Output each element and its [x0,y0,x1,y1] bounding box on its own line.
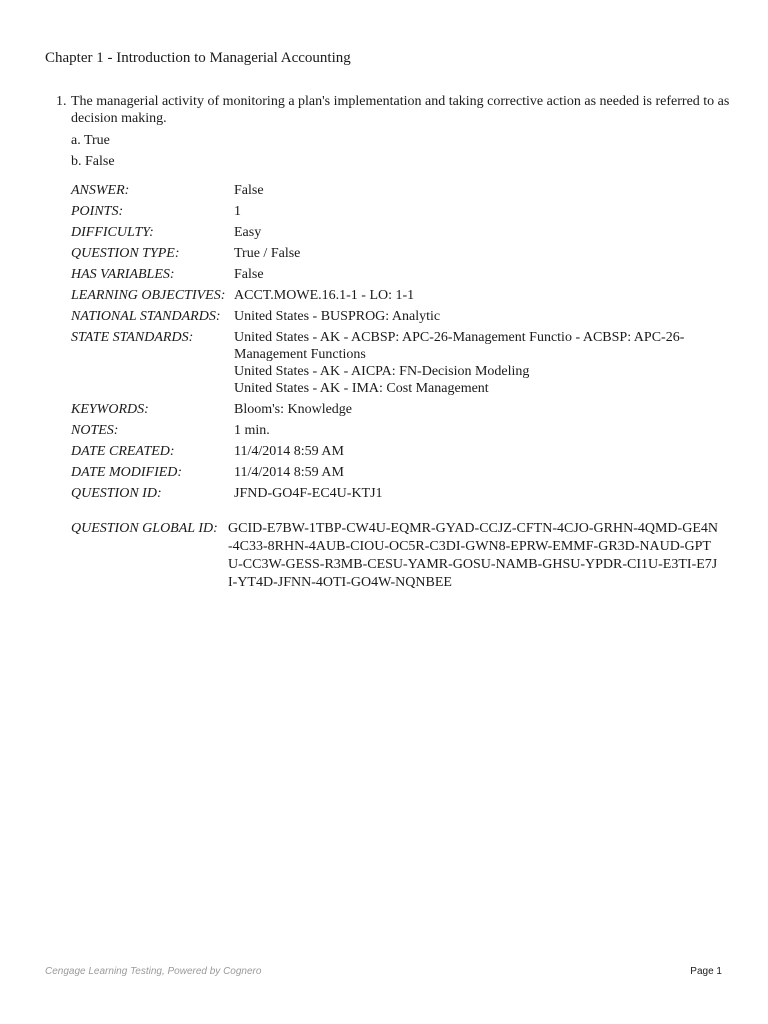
notes-label: NOTES: [71,423,119,438]
meta-row-difficulty [71,222,721,243]
meta-row-state-standards [71,327,721,399]
meta-row-question-id [71,483,721,504]
question-global-id-label: QUESTION GLOBAL ID: [71,521,218,536]
meta-row-answer [71,180,721,201]
date-modified-label: DATE MODIFIED: [71,465,183,480]
date-modified-value: 11/4/2014 8:59 AM [234,465,344,480]
national-standards-value: United States - BUSPROG: Analytic [234,309,441,324]
meta-row-date-modified [71,462,721,483]
points-label: POINTS: [71,204,124,219]
question-id-label: QUESTION ID: [71,486,162,501]
national-standards-label: NATIONAL STANDARDS: [71,309,221,324]
learning-objectives-label: LEARNING OBJECTIVES: [71,288,226,303]
question-number: 1. [56,94,67,109]
question-global-id-block [71,520,721,592]
keywords-label: KEYWORDS: [71,402,149,417]
difficulty-label: DIFFICULTY: [71,225,154,240]
difficulty-value: Easy [234,225,262,240]
question-global-id-value: GCID-E7BW-1TBP-CW4U-EQMR-GYAD-CCJZ-CFTN-4CJO-GRHN-4QMD-GE4N-4C33-8RHN-4AUB-CIOU-OC5R-C3DI-GWN8-EPRW-EMMF-GR3D-NAUD-GPTU-CC3W-GESS-R3MB-CESU-YAMR-GOSU-NAMB-GHSU-YPDR-CI1U-E3TI-E7JI-YT4D-JFNN-4OTI-GO4W-NQNBEE [228,521,718,590]
answer-choices [71,130,730,172]
answer-label: ANSWER: [71,183,130,198]
meta-row-has-variables [71,264,721,285]
question-metadata [71,180,721,504]
meta-row-question-type [71,243,721,264]
question-id-value: JFND-GO4F-EC4U-KTJ1 [234,486,383,501]
question-text: The managerial activity of monitoring a plan's implementation and taking corrective action as needed is referred to as decision making. [71,94,730,126]
date-created-value: 11/4/2014 8:59 AM [234,444,344,459]
meta-row-notes [71,420,721,441]
meta-row-national-standards [71,306,721,327]
choice-false: b. False [71,154,115,169]
state-standards-label: STATE STANDARDS: [71,330,194,345]
choice-true: a. True [71,133,110,148]
date-created-label: DATE CREATED: [71,444,175,459]
page-number: Page 1 [690,966,722,977]
points-value: 1 [234,204,241,219]
footer-publisher: Cengage Learning Testing, Powered by Cognero [45,966,262,977]
keywords-value: Bloom's: Knowledge [234,402,353,417]
meta-row-keywords [71,399,721,420]
state-standard-item: United States - AK - AICPA: FN-Decision Modeling [234,364,530,379]
state-standard-item: United States - AK - ACBSP: APC-26-Management Functio - ACBSP: APC-26-Management Functions [234,330,685,362]
meta-row-learning-objectives [71,285,721,306]
learning-objectives-value: ACCT.MOWE.16.1-1 - LO: 1-1 [234,288,415,303]
has-variables-label: HAS VARIABLES: [71,267,175,282]
has-variables-value: False [234,267,264,282]
question-block [40,93,730,172]
meta-row-date-created [71,441,721,462]
state-standards-value [234,327,721,399]
notes-value: 1 min. [234,423,270,438]
answer-value: False [234,183,264,198]
state-standard-item: United States - AK - IMA: Cost Management [234,381,489,396]
question-type-value: True / False [234,246,301,261]
question-type-label: QUESTION TYPE: [71,246,180,261]
chapter-title: Chapter 1 - Introduction to Managerial Accounting [45,50,351,66]
meta-row-points [71,201,721,222]
